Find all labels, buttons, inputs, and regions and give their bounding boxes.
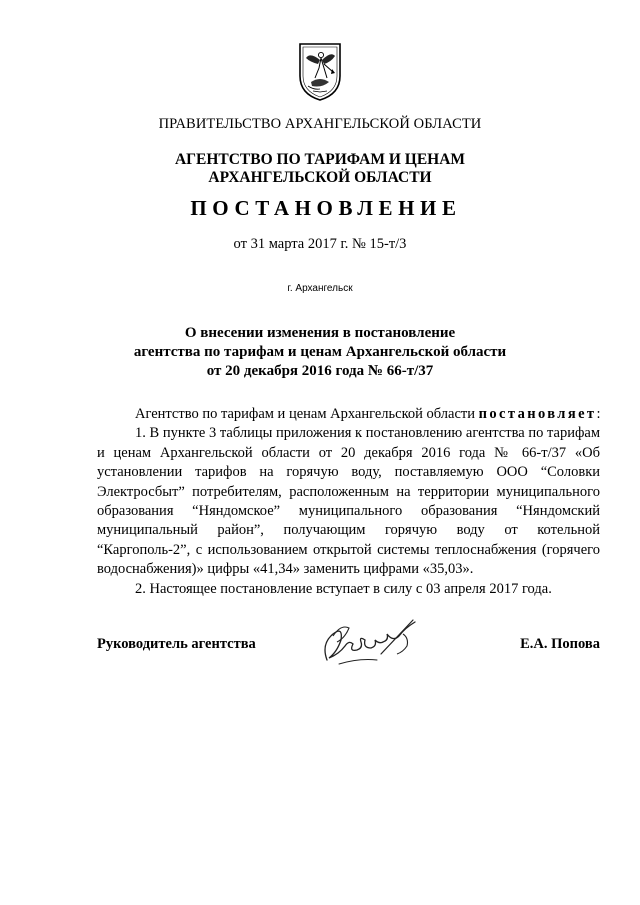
decree-body [97,405,600,599]
subject-line3: от 20 декабря 2016 года № 66-т/37 [206,363,434,379]
city-name: г. Архангельск [287,283,353,294]
government-name: ПРАВИТЕЛЬСТВО АРХАНГЕЛЬСКОЙ ОБЛАСТИ [158,116,482,132]
signatory-title: Руководитель агентства [97,636,256,652]
signature-block [97,634,600,674]
document-type-title: ПОСТАНОВЛЕНИЕ [190,196,462,220]
decree-subject [0,324,640,381]
item-2-paragraph: 2. Настоящее постановление вступает в силу с 03 апреля 2017 года. [135,580,552,597]
signatory-name: Е.А. Попова [520,636,600,652]
item-1-paragraph: 1. В пункте 3 таблицы приложения к постановлению агентства по тарифам и ценам Архангельской области от 20 декабря 2016 года № 66-т/37 «Об установлении тарифов на горячую воду, поставляемую ООО “Соловки Электросбыт” потребителям, расположенным на территории муниципального образования “Няндомское” муниципального образования “Няндомский муниципальный район”, получающим горячую воду от котельной “Каргополь-2”, с использованием открытой системы теплоснабжения (горячего водоснабжения)» цифры «41,34» заменить цифрами «35,03». [97,425,600,578]
preamble-text: Агентство по тарифам и ценам Архангельской области [135,406,479,422]
agency-name [0,151,640,187]
preamble-end: : [596,406,601,422]
handwritten-signature [319,614,427,672]
preamble-verb: постановляет [478,406,597,422]
preamble-paragraph [97,405,600,424]
agency-name-line2: АРХАНГЕЛЬСКОЙ ОБЛАСТИ [208,169,432,186]
coat-of-arms-icon [298,42,342,102]
subject-line1: О внесении изменения в постановление [184,325,456,341]
agency-name-line1: АГЕНТСТВО ПО ТАРИФАМ И ЦЕНАМ [174,151,466,168]
subject-line2: агентства по тарифам и ценам Архангельской области [133,344,507,360]
decree-date-number: от 31 марта 2017 г. № 15-т/3 [233,236,407,252]
